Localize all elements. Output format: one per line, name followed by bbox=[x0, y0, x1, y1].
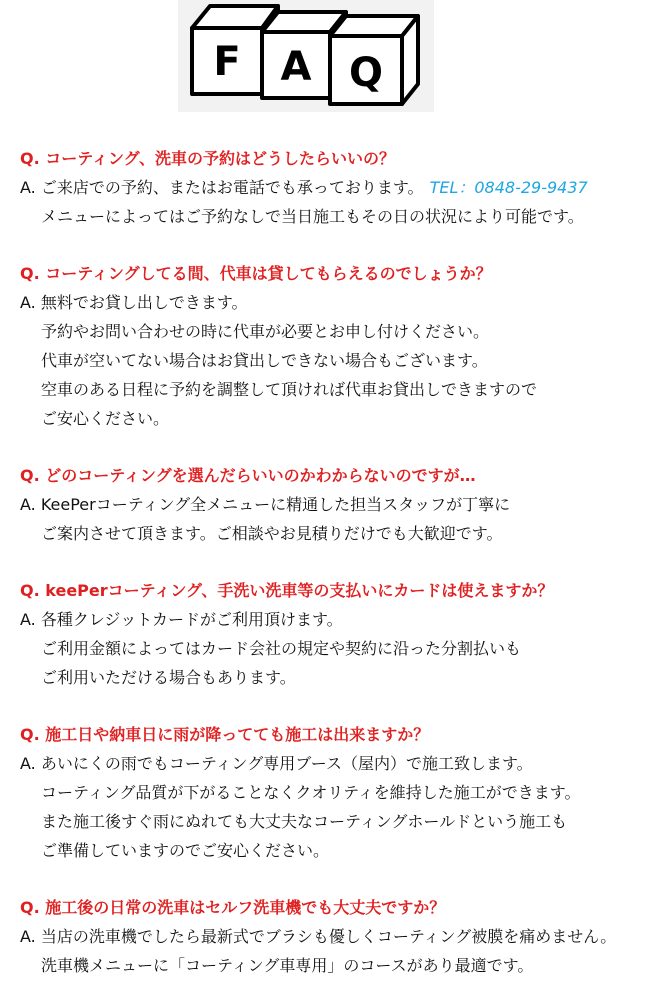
answer-line: A. あいにくの雨でもコーティング専用ブース（屋内）で施工致します。 bbox=[20, 754, 533, 773]
answer-line: A. 各種クレジットカードがご利用頂けます。 bbox=[20, 610, 343, 629]
faq-logo bbox=[178, 0, 434, 112]
answer-line: 予約やお問い合わせの時に代車が必要とお申し付けください。 bbox=[41, 322, 490, 341]
faq-question: Q. コーティング、洗車の予約はどうしたらいいの？ bbox=[20, 149, 396, 168]
faq-answer bbox=[20, 288, 645, 433]
answer-line: A. 無料でお貸し出しできます。 bbox=[20, 293, 248, 312]
faq-item bbox=[20, 461, 645, 548]
faq-question: Q. 施工日や納車日に雨が降ってても施工は出来ますか？ bbox=[20, 725, 430, 744]
answer-text: A. ご来店での予約、またはお電話でも承っております。 bbox=[20, 178, 424, 197]
logo-letter-a: A bbox=[280, 44, 312, 90]
answer-line: ご安心ください。 bbox=[41, 409, 170, 428]
faq-answer bbox=[20, 173, 645, 231]
faq-item bbox=[20, 720, 645, 865]
logo-letter-f: F bbox=[213, 39, 241, 85]
answer-line: A. 当店の洗車機でしたら最新式でブラシも優しくコーティング被膜を痛めません。 bbox=[20, 927, 617, 946]
answer-line: ご準備していますのでご安心ください。 bbox=[41, 841, 330, 860]
answer-line: コーティング品質が下がることなくクオリティを維持した施工ができます。 bbox=[41, 783, 581, 802]
faq-question: Q. keePerコーティング、手洗い洗車等の支払いにカードは使えますか？ bbox=[20, 581, 554, 600]
faq-item bbox=[20, 144, 645, 231]
answer-line: ご案内させて頂きます。ご相談やお見積りだけでも大歓迎です。 bbox=[41, 524, 503, 543]
answer-line: 洗車機メニューに「コーティング車専用」のコースがあり最適です。 bbox=[41, 956, 534, 975]
faq-question: Q. 施工後の日常の洗車はセルフ洗車機でも大丈夫ですか？ bbox=[20, 898, 446, 917]
faq-item bbox=[20, 259, 645, 433]
faq-answer bbox=[20, 749, 645, 865]
logo-letter-q: Q bbox=[348, 50, 384, 96]
answer-line: また施工後すぐ雨にぬれても大丈夫なコーティングホールドという施工も bbox=[41, 812, 568, 831]
answer-line bbox=[20, 173, 645, 202]
faq-answer bbox=[20, 490, 645, 548]
faq-blocks-graphic bbox=[178, 0, 434, 112]
tel-number[interactable]: TEL：0848-29-9437 bbox=[429, 178, 588, 197]
answer-line: A. KeePerコーティング全メニューに精通した担当スタッフが丁寧に bbox=[20, 495, 511, 514]
answer-line: ご利用いただける場合もあります。 bbox=[41, 668, 296, 687]
answer-line: 代車が空いてない場合はお貸出しできない場合もございます。 bbox=[41, 351, 488, 370]
faq-list bbox=[20, 144, 645, 1008]
faq-question: Q. コーティングしてる間、代車は貸してもらえるのでしょうか？ bbox=[20, 264, 492, 283]
answer-line: 空車のある日程に予約を調整して頂ければ代車お貸出しできますので bbox=[41, 380, 538, 399]
answer-line: ご利用金額によってはカード会社の規定や契約に沿った分割払いも bbox=[41, 639, 522, 658]
faq-question: Q. どのコーティングを選んだらいいのかわからないのですが… bbox=[20, 466, 476, 485]
answer-line: メニューによってはご予約なしで当日施工もその日の状況により可能です。 bbox=[41, 207, 584, 226]
faq-item bbox=[20, 576, 645, 692]
faq-answer bbox=[20, 922, 645, 980]
faq-answer bbox=[20, 605, 645, 692]
faq-item bbox=[20, 893, 645, 980]
